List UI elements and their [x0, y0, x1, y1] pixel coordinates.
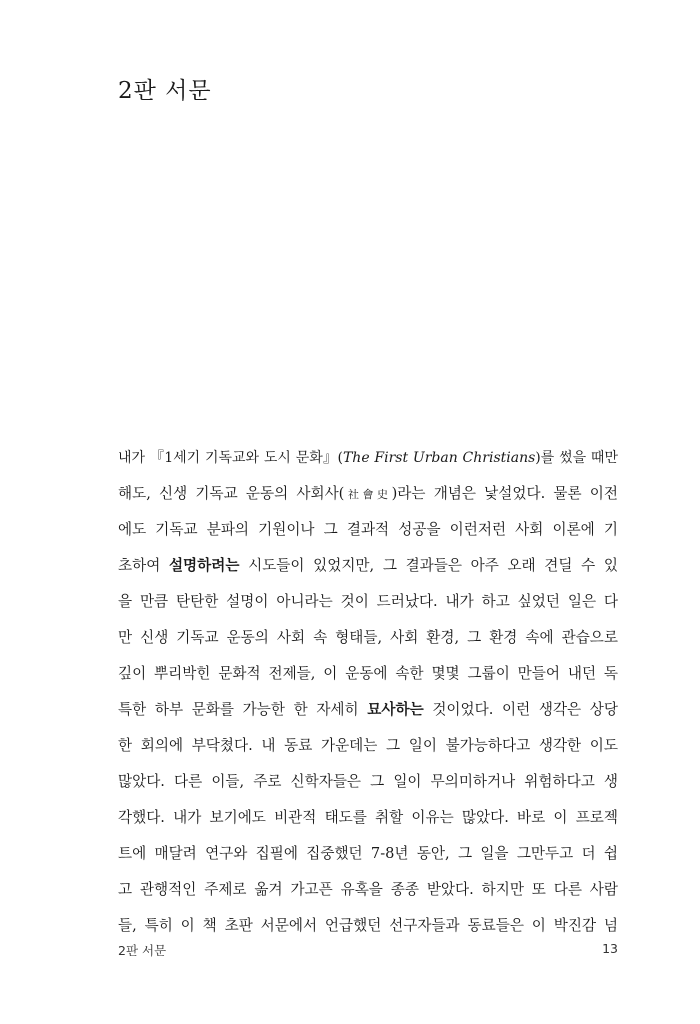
text-line: 내가 『1세기 기독교와 도시 문화』(The First Urban Christians)를 썼을 때만 — [118, 450, 618, 466]
text-line: 한 회의에 부닥쳤다. 내 동료 가운데는 그 일이 불가능하다고 생각한 이도 — [118, 737, 618, 754]
text-line: 고 관행적인 주제로 옮겨 가고픈 유혹을 종종 받았다. 하지만 또 다른 사람 — [118, 881, 618, 898]
text-line: 각했다. 내가 보기에도 비관적 태도를 취할 이유는 많았다. 바로 이 프로젝 — [118, 809, 618, 826]
text-line: 트에 매달려 연구와 집필에 집중했던 7-8년 동안, 그 일을 그만두고 더 쉽 — [118, 845, 618, 862]
emphasis-text: 설명하려는 — [168, 557, 240, 574]
text-line: 만 신생 기독교 운동의 사회 속 형태들, 사회 환경, 그 환경 속에 관습으로 — [118, 629, 618, 646]
text-line: 을 만큼 탄탄한 설명이 아니라는 것이 드러났다. 내가 하고 싶었던 일은 다 — [118, 593, 618, 610]
body-text — [118, 440, 618, 944]
running-footer-section: 2판 서문 — [118, 943, 167, 958]
hanja-gloss: 社會史 — [344, 488, 392, 501]
text-line: 해도, 신생 기독교 운동의 사회사(社會史)라는 개념은 낯설었다. 물론 이전 — [118, 485, 618, 502]
text-line: 특한 하부 문화를 가능한 한 자세히 묘사하는 것이었다. 이런 생각은 상당 — [118, 701, 618, 718]
page-number: 13 — [602, 941, 618, 956]
page-footer — [118, 941, 618, 963]
text-line: 초하여 설명하려는 시도들이 있었지만, 그 결과들은 아주 오래 견딜 수 있 — [118, 557, 618, 574]
english-book-title: The First Urban Christians — [342, 450, 536, 466]
text-line: 많았다. 다른 이들, 주로 신학자들은 그 일이 무의미하거나 위험하다고 생 — [118, 773, 618, 790]
chapter-title: 2판 서문 — [118, 78, 212, 104]
emphasis-text: 묘사하는 — [367, 701, 424, 718]
text-line: 들, 특히 이 책 초판 서문에서 언급했던 선구자들과 동료들은 이 박진감 넘 — [118, 917, 618, 934]
text-line: 에도 기독교 분파의 기원이나 그 결과적 성공을 이런저런 사회 이론에 기 — [118, 521, 618, 538]
text-line: 깊이 뿌리박힌 문화적 전제들, 이 운동에 속한 몇몇 그룹이 만들어 내던 독 — [118, 665, 618, 682]
